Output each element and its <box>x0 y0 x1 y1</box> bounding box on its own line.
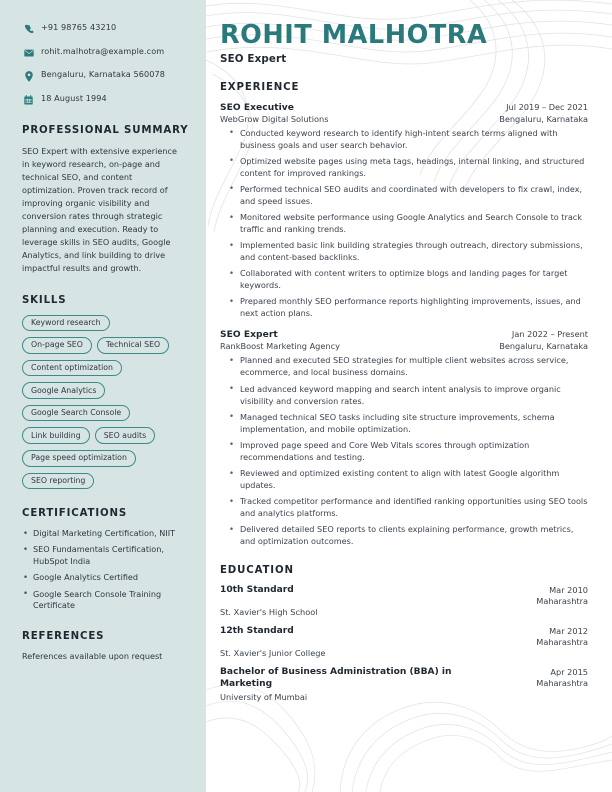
skill-tag: SEO reporting <box>22 473 94 490</box>
job-date: Jan 2022 – Present <box>511 329 588 340</box>
education-place: Maharashtra <box>536 637 588 648</box>
job-bullet: • Managed technical SEO tasks including site structure improvements, schema implementation, and mobile optimization. <box>229 412 588 436</box>
email-text: rohit.malhotra@example.com <box>41 45 165 56</box>
education-degree: Bachelor of Business Administration (BBA) in Marketing <box>220 667 452 690</box>
skill-tag: SEO audits <box>95 427 155 444</box>
education-school: St. Xavier's High School <box>220 607 318 618</box>
skill-tag: Content optimization <box>22 360 122 377</box>
candidate-name: ROHIT MALHOTRA <box>220 20 488 50</box>
email-icon <box>22 47 35 59</box>
professional-summary-heading: PROFESSIONAL SUMMARY <box>22 124 189 136</box>
education-list <box>220 585 588 702</box>
phone-icon <box>22 23 35 35</box>
job-bullet: • Conducted keyword research to identify high-intent search terms aligned with business goals and user search behavior. <box>229 128 588 152</box>
skill-tag: Google Search Console <box>22 405 130 422</box>
certifications-list <box>22 528 190 612</box>
birthdate-text: 18 August 1994 <box>41 92 107 103</box>
contact-list <box>22 22 190 106</box>
job-bullet: • Monitored website performance using Google Analytics and Search Console to track traffic and ranking trends. <box>229 212 588 236</box>
job-title: SEO Expert <box>220 330 278 341</box>
candidate-role: SEO Expert <box>220 52 287 65</box>
skill-tag: Keyword research <box>22 315 110 332</box>
job-bullet: • Led advanced keyword mapping and search intent analysis to improve organic visibility and conversion rates. <box>229 384 588 408</box>
job-location: Bengaluru, Karnataka <box>499 113 588 124</box>
education-date: Mar 2010 <box>549 585 588 596</box>
location-icon <box>22 70 35 82</box>
phone-text: +91 98765 43210 <box>41 22 117 32</box>
certification-item: • Digital Marketing Certification, NIIT <box>22 528 184 540</box>
certification-item: • Google Analytics Certified <box>22 572 184 584</box>
job-location: Bengaluru, Karnataka <box>499 341 588 352</box>
skill-tag: Google Analytics <box>22 382 105 399</box>
job-bullet: • Tracked competitor performance and identified ranking opportunities using SEO tools and analytics platforms. <box>229 496 588 520</box>
education-entry <box>220 667 588 702</box>
education-date: Mar 2012 <box>549 626 588 637</box>
education-school: St. Xavier's Junior College <box>220 648 326 659</box>
experience-entry <box>220 102 588 321</box>
education-school: University of Mumbai <box>220 691 308 702</box>
skill-tag: On-page SEO <box>22 337 92 354</box>
experience-list <box>220 102 588 549</box>
references-text: References available upon request <box>22 651 163 662</box>
job-bullet: • Improved page speed and Core Web Vitals scores through optimization recommendations and testing. <box>229 440 588 464</box>
education-place: Maharashtra <box>536 678 588 689</box>
job-bullet: • Reviewed and optimized existing content to align with latest Google algorithm updates. <box>229 468 588 492</box>
experience-entry <box>220 329 588 548</box>
job-bullet: • Prepared monthly SEO performance reports highlighting improvements, issues, and next action plans. <box>229 296 588 320</box>
job-bullet: • Implemented basic link building strategies through outreach, directory submissions, and content-based backlinks. <box>229 240 588 264</box>
skill-tag: Technical SEO <box>97 337 169 354</box>
job-bullet: • Delivered detailed SEO reports to clients explaining performance, growth metrics, and optimization outcomes. <box>229 524 588 548</box>
education-entry <box>220 626 588 658</box>
sidebar <box>0 0 206 792</box>
job-organization: RankBoost Marketing Agency <box>220 341 340 352</box>
location-text: Bengaluru, Karnataka 560078 <box>41 69 165 79</box>
professional-summary-text: SEO Expert with extensive experience in keyword research, on-page and technical SEO, and content optimization. Proven track record of improving organic visibility and conversion rates through strategic planning and execution. Ready to leverage skills in SEO audits, Google Analytics, and link building to drive impactful results and growth. <box>22 145 177 274</box>
job-bullet: • Collaborated with content writers to optimize blogs and landing pages for target keywords. <box>229 268 588 292</box>
references-heading: REFERENCES <box>22 631 105 643</box>
job-bullet-list <box>220 128 588 321</box>
education-date: Apr 2015 <box>550 667 588 678</box>
job-bullet-list <box>220 355 588 548</box>
contact-birthdate <box>22 93 190 106</box>
education-degree: 12th Standard <box>220 626 294 637</box>
education-entry <box>220 585 588 617</box>
education-heading: EDUCATION <box>220 565 294 577</box>
main-column <box>206 0 612 792</box>
contact-email[interactable] <box>22 46 190 59</box>
skill-tag: Link building <box>22 427 90 444</box>
calendar-icon <box>22 94 35 106</box>
contact-phone[interactable] <box>22 22 190 35</box>
experience-heading: EXPERIENCE <box>220 81 300 93</box>
contact-location <box>22 69 190 82</box>
job-title: SEO Executive <box>220 102 294 113</box>
job-bullet: • Planned and executed SEO strategies for multiple client websites across service, ecommerce, and local business domains. <box>229 355 588 379</box>
education-degree: 10th Standard <box>220 585 294 596</box>
job-bullet: • Performed technical SEO audits and coordinated with developers to fix crawl, index, and speed issues. <box>229 184 588 208</box>
job-date: Jul 2019 – Dec 2021 <box>506 101 588 112</box>
certifications-heading: CERTIFICATIONS <box>22 508 128 520</box>
certification-item: • SEO Fundamentals Certification, HubSpot India <box>22 544 184 567</box>
job-organization: WebGrow Digital Solutions <box>220 113 329 124</box>
skills-tag-list <box>22 315 190 490</box>
certification-item: • Google Search Console Training Certificate <box>22 589 184 612</box>
skills-heading: SKILLS <box>22 294 67 306</box>
job-bullet: • Optimized website pages using meta tags, headings, internal linking, and structured content for improved rankings. <box>229 156 588 180</box>
education-place: Maharashtra <box>536 596 588 607</box>
skill-tag: Page speed optimization <box>22 450 136 467</box>
